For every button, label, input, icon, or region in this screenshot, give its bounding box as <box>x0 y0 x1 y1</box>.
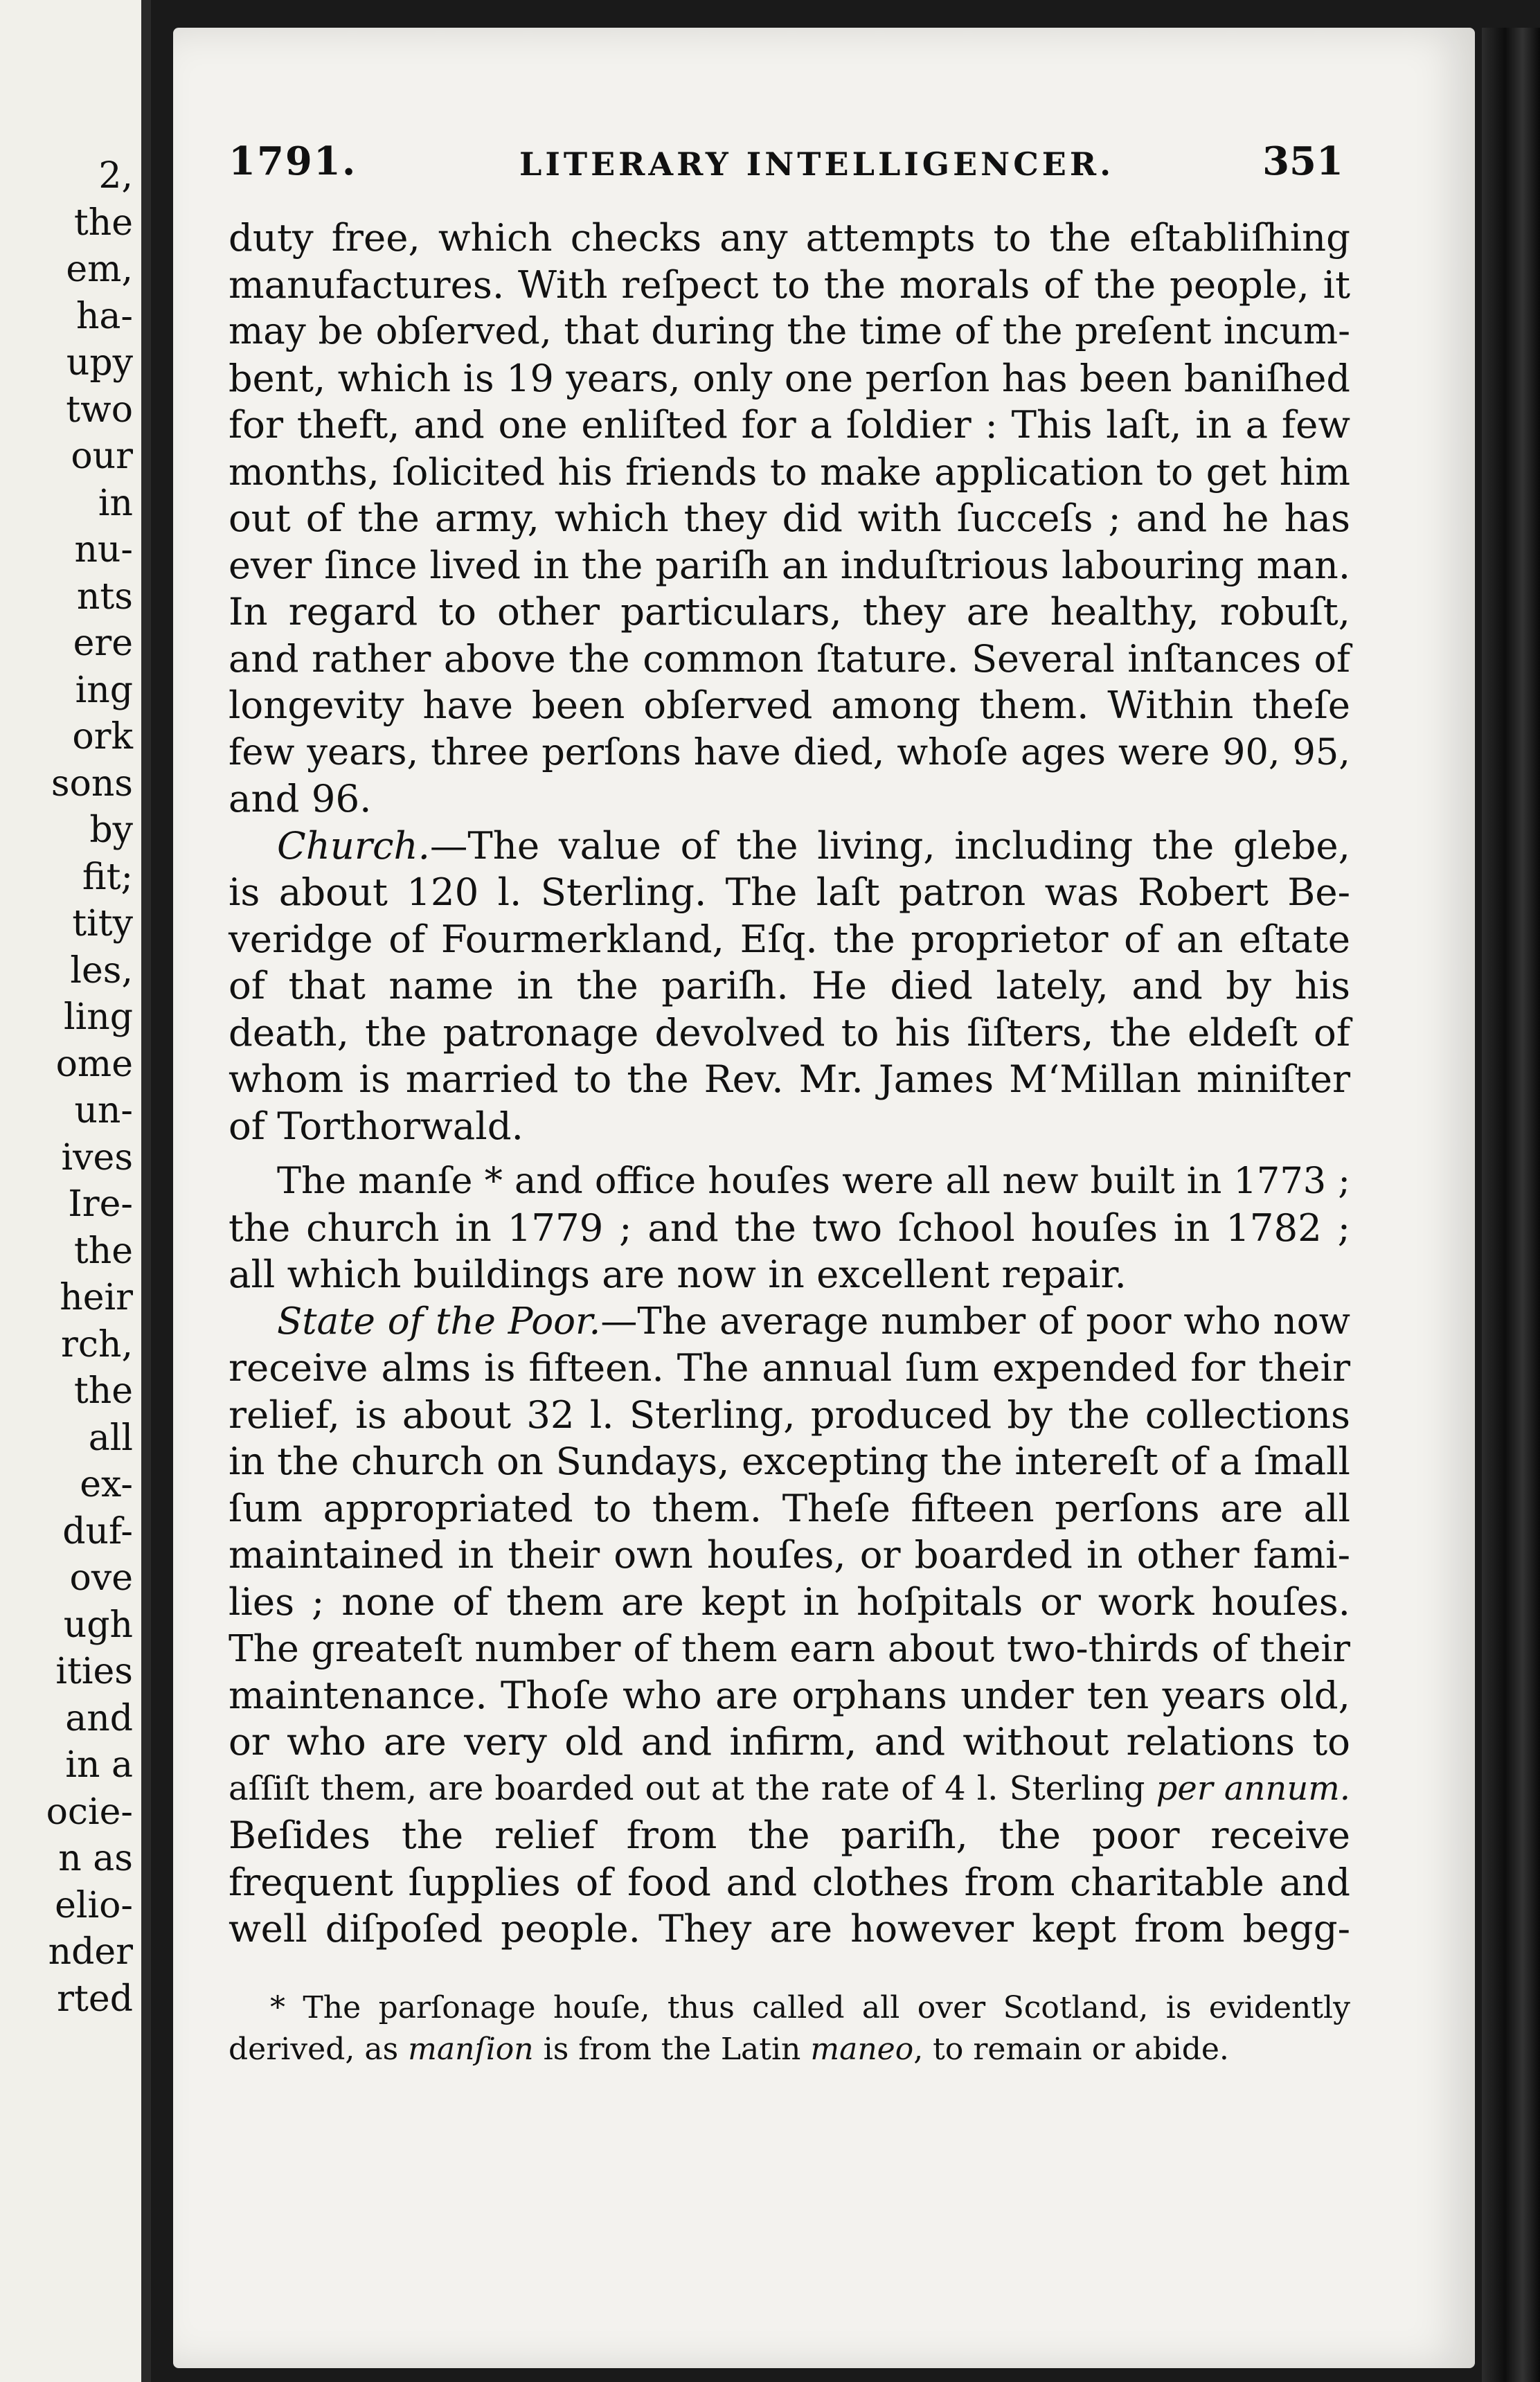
left-page-fragment: by <box>89 809 133 851</box>
paragraph-church <box>229 823 1350 1150</box>
left-page-fragment: fit; <box>82 856 133 898</box>
text-line: In regard to other particulars, they are healthy, robuſt, <box>229 589 1350 634</box>
left-page-fragment: in <box>98 482 133 524</box>
footnote-term-mansion: manſion <box>408 2032 534 2067</box>
left-page-fragment: upy <box>66 342 133 384</box>
left-page-fragment: ere <box>73 623 133 664</box>
left-page-fragment: nu- <box>74 529 133 571</box>
text-line: The manſe * and office houſes were all new built in 1773 ; <box>277 1160 1350 1202</box>
section-heading-poor: State of the Poor. <box>277 1300 601 1343</box>
left-page-fragment: nts <box>76 575 133 618</box>
left-page-fragment: ugh <box>63 1604 133 1646</box>
text-line: State of the Poor.—The average number of poor who now <box>277 1300 1350 1343</box>
text-line: is about 120 l. Sterling. The laſt patron was Robert Be- <box>229 870 1350 914</box>
text-line: or who are very old and infirm, and without relations to <box>229 1719 1350 1764</box>
left-page-fragment: elio- <box>55 1884 133 1926</box>
text-line: out of the army, which they did with ſucceſs ; and he has <box>229 496 1350 540</box>
text-line: duty free, which checks any attempts to the eſtabliſhing <box>229 215 1350 260</box>
left-page-fragment: ha- <box>75 295 133 337</box>
left-page-fragment: 2, <box>98 155 133 197</box>
text-line: may be obſerved, that during the time of the preſent incum- <box>229 310 1350 352</box>
text-line: bent, which is 19 years, only one perſon has been baniſhed <box>229 356 1350 400</box>
left-page-fragment: two <box>66 388 133 431</box>
left-page-fragment: rted <box>57 1978 133 2020</box>
text-line: Church.—The value of the living, including the glebe, <box>277 823 1350 868</box>
text-line: and 96. <box>229 776 372 821</box>
text-line: in the church on Sundays, excepting the intereſt of a ſmall <box>229 1439 1350 1483</box>
text-line: and rather above the common ſtature. Several inſtances of <box>229 636 1350 681</box>
left-page-fragment: sons <box>51 762 133 805</box>
header-year: 1791. <box>229 138 357 184</box>
left-page-fragment: the <box>73 202 133 244</box>
text-line: months, ſolicited his friends to make application to get him <box>229 449 1350 494</box>
text-line: ever ſince lived in the pariſh an induſtrious labouring man. <box>229 543 1350 587</box>
left-page-fragment: all <box>88 1417 133 1459</box>
left-page-fragment: Ire- <box>68 1183 133 1225</box>
text-line: longevity have been obſerved among them. Within theſe <box>229 683 1350 727</box>
text-line: ſum appropriated to them. Theſe fifteen perſons are all <box>229 1485 1350 1530</box>
term-per-annum: per annum. <box>1156 1768 1351 1808</box>
paragraph-morals <box>229 215 1350 823</box>
left-page-fragment: the <box>73 1230 133 1272</box>
left-page-fragment: our <box>71 436 133 477</box>
text-line: few years, three perſons have died, whoſe ages were 90, 95, <box>229 731 1350 773</box>
text-line: of Torthorwald. <box>229 1103 523 1148</box>
text-line: lies ; none of them are kept in hoſpitals or work houſes. <box>229 1579 1350 1624</box>
left-page-fragment: heir <box>60 1277 133 1318</box>
left-page-fragment: tity <box>72 903 133 944</box>
text-line: all which buildings are now in excellent repair. <box>229 1252 1127 1296</box>
text-line: of that name in the pariſh. He died lately, and by his <box>229 963 1350 1008</box>
left-page-fragment: nder <box>48 1931 133 1973</box>
section-heading-church: Church. <box>277 823 430 868</box>
left-page-fragment: ities <box>55 1651 133 1692</box>
paragraph-manse <box>229 1158 1350 1298</box>
left-page-fragment: rch, <box>61 1323 133 1365</box>
text-line: relief, is about 32 l. Sterling, produced by the collections <box>229 1392 1350 1437</box>
left-page-fragment: ives <box>61 1136 133 1179</box>
paragraph-poor <box>229 1298 1350 1953</box>
left-page-fragment: and <box>65 1697 133 1739</box>
text-line: Beſides the relief from the pariſh, the poor receive <box>229 1813 1350 1857</box>
left-page-fragment: em, <box>66 249 133 290</box>
left-page-fragment: ing <box>75 669 133 711</box>
text-line: aſſiſt them, are boarded out at the rate of 4 l. Sterling per annum. <box>229 1768 1351 1808</box>
left-page-fragment: ocie- <box>46 1791 133 1833</box>
text-line: for theft, and one enliſted for a ſoldier : This laſt, in a few <box>229 402 1350 447</box>
text-line: maintenance. Thoſe who are orphans under ten years old, <box>229 1672 1350 1717</box>
text-line: maintained in their own houſes, or boarded in other fami- <box>229 1532 1350 1577</box>
footnote <box>229 1987 1350 2070</box>
footnote-line: * The parſonage houſe, thus called all over Scotland, is evidently <box>270 1990 1350 2025</box>
text-line: frequent ſupplies of food and clothes from charitable and <box>229 1859 1350 1904</box>
text-line: death, the patronage devolved to his ſiſters, the eldeſt of <box>229 1010 1350 1055</box>
left-page-fragment: ex- <box>80 1464 133 1505</box>
left-page-fragment: un- <box>74 1090 133 1131</box>
header-title: LITERARY INTELLIGENCER. <box>519 145 1115 183</box>
left-page-fragment: ling <box>63 996 133 1038</box>
footnote-line: derived, as manſion is from the Latin maneo, to remain or abide. <box>229 2032 1229 2067</box>
left-page-fragment: duf- <box>62 1510 133 1552</box>
text-line: whom is married to the Rev. Mr. James M‘Millan miniſter <box>229 1057 1350 1101</box>
text-line: manufactures. With reſpect to the morals of the people, it <box>229 262 1350 307</box>
left-page-fragment: les, <box>70 949 133 992</box>
running-header <box>229 138 1343 194</box>
page-edge-shadow <box>1482 28 1540 2382</box>
text-line: the church in 1779 ; and the two ſchool houſes in 1782 ; <box>229 1205 1350 1250</box>
left-page-fragment: ork <box>72 716 133 758</box>
left-page-fragment: in a <box>65 1744 133 1786</box>
left-page-fragment: ove <box>69 1557 133 1599</box>
text-line: The greateſt number of them earn about two-thirds of their <box>229 1627 1350 1670</box>
text-line: well diſpoſed people. They are however kept from begg- <box>229 1906 1350 1951</box>
left-page-fragment: n as <box>58 1838 133 1879</box>
left-page-fragment: the <box>73 1370 133 1412</box>
left-facing-page <box>0 0 151 2382</box>
text-line: veridge of Fourmerkland, Eſq. the proprietor of an eſtate <box>229 916 1350 961</box>
body-text <box>229 215 1350 1953</box>
text-line: receive alms is fifteen. The annual ſum expended for their <box>229 1345 1350 1390</box>
left-page-fragment: ome <box>55 1043 133 1085</box>
footnote-term-maneo: maneo <box>810 2032 914 2067</box>
page-number: 351 <box>1262 138 1343 184</box>
